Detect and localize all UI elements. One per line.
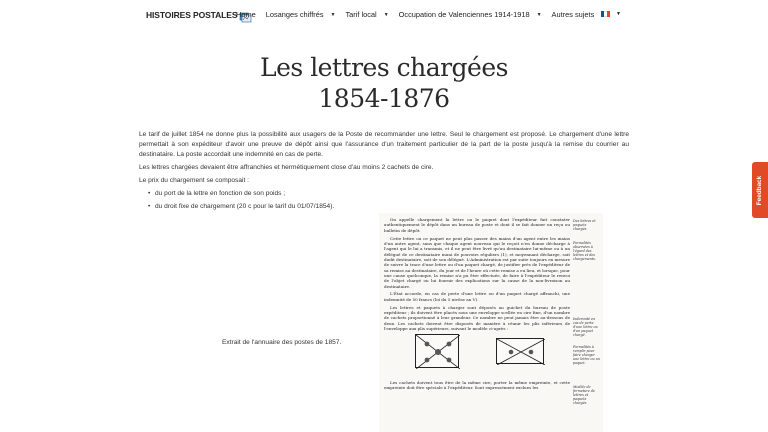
feedback-label: Feedback (756, 175, 764, 205)
annuaire-scan-image (379, 213, 603, 432)
menu-losanges-chiffres[interactable] (266, 10, 336, 19)
envelope-diagram (384, 334, 570, 376)
article-body (139, 130, 629, 216)
price-list (148, 189, 629, 212)
margin-note: Indemnité en cas de perte d'une lettre ou d'un paquet chargé. (573, 317, 598, 338)
feedback-button[interactable] (752, 162, 768, 218)
list-item: • du droit fixe de chargement (20 c pour le tarif du 01/07/1854). (148, 202, 629, 212)
menu-tarif-label: Tarif local (345, 10, 377, 19)
menu-home[interactable] (236, 10, 256, 19)
language-selector[interactable] (601, 11, 621, 17)
scan-paragraph: Les cachets doivent tous être de la même cire, porter la même empreinte, et cette empreinte doit être spéciale à l'expéditeur. Sont expressément exclues les (384, 379, 570, 391)
margin-note: Modèle de fermeture de lettres et paquets chargés. (573, 385, 595, 406)
margin-note: Formalités observées à l'égard des lettres et des chargements. (573, 241, 596, 262)
caret-down-icon: ▼ (616, 11, 621, 17)
top-navbar (0, 0, 768, 30)
list-item: • du port de la lettre en fonction de son poids ; (148, 189, 629, 199)
caret-down-icon: ▼ (536, 11, 542, 18)
menu-autres-sujets[interactable] (552, 10, 607, 19)
menu-occupation-label: Occupation de Valenciennes 1914-1918 (398, 10, 530, 19)
caret-down-icon: ▼ (383, 11, 389, 18)
scan-paragraph: Les lettres et paquets à charger sont déposés au guichet du bureau de poste expéditeur ; ils doivent être placés sous une enveloppe scellée en cire fine, d'un nombre de cachets proportionné à leur grandeur. Ce nombre ne peut jamais être au-dessous de deux. Les cachets doivent être disposés de manière à réunir les plis inférieurs de l'enveloppe aux plis supérieurs, suivant le modèle ci-après : (384, 304, 570, 332)
image-caption: Extrait de l'annuaire des postes de 1857. (222, 339, 342, 346)
menu-home-label: Home (236, 10, 256, 19)
page-title (0, 52, 768, 114)
scan-text-column (384, 217, 570, 393)
caret-down-icon: ▼ (330, 11, 336, 18)
scan-paragraph: L'État accorde, en cas de perte d'une lettre ou d'un paquet chargé affranchi, une indemnité de 50 francs (loi du 5 nivôse an V). (384, 291, 570, 302)
main-menu (236, 10, 616, 19)
page-title-line2: 1854-1876 (318, 84, 450, 113)
price-paragraph: Le prix du chargement se composait : (139, 176, 249, 184)
french-flag-icon (601, 11, 610, 17)
menu-tarif-local[interactable] (345, 10, 388, 19)
menu-losanges-label: Losanges chiffrés (265, 10, 324, 19)
page-title-line1: Les lettres chargées (260, 53, 508, 82)
envelope-front-drawing (496, 338, 544, 364)
sealing-paragraph: Les lettres chargées devaient être affranchies et hermétiquement close d'au moins 2 cachets de cire. (139, 163, 434, 171)
scan-paragraph: Cette lettre ou ce paquet ne peut plus passer des mains d'un agent entre les mains d'un autre agent, sans que chaque agent nouveau qui le reçoit n'en donne décharge à l'agent qui le lui a transmis, et il ne peut être livré qu'au destinataire lui-même ou à un délégué de ce destinataire muni de pouvoirs réguliers (1), et moyennant décharge, soit dudit destinataire, soit de son délégué. L'Administration est par suite toujours en mesure de suivre la trace d'une lettre ou d'un paquet chargé, de justifier près de l'expéditeur de sa remise au destinataire, du jour et de l'heure où cette remise a eu lieu, et lorsque, pour une cause quelconque, la remise n'a pu être effectuée, de faire à l'expéditeur le renvoi de l'objet chargé ou lui fournir des explications sur la cause de la non-livraison au destinataire. (384, 235, 570, 289)
scan-paragraph: On appelle chargement la lettre ou le paquet dont l'expéditeur fait constater authentiquement le dépôt dans un bureau de poste et dont il se fait donner un reçu ou bulletin de dépôt. (384, 217, 570, 233)
menu-occupation-valenciennes[interactable] (399, 10, 542, 19)
logo-text: HISTOIRES POSTALES (146, 10, 238, 20)
intro-paragraph: Le tarif de juillet 1854 ne donne plus la possibilité aux usagers de la Poste de recommander une lettre. Seul le chargement est proposé. Le chargement d'une lettre permettait à son expéditeur d'avoir une preuve de dépôt ainsi que l'assurance d'un traitement particulier de la part de la poste jusqu'à la remise du courrier au destinataire. La poste accordait une indemnité en cas de perte. (139, 131, 629, 158)
envelope-back-drawing (415, 334, 459, 368)
margin-note: Des lettres et paquets chargés. (573, 219, 596, 232)
menu-autres-label: Autres sujets (551, 10, 595, 19)
margin-note: Formalités à remplir pour faire charger une lettre ou un paquet. (573, 345, 600, 366)
